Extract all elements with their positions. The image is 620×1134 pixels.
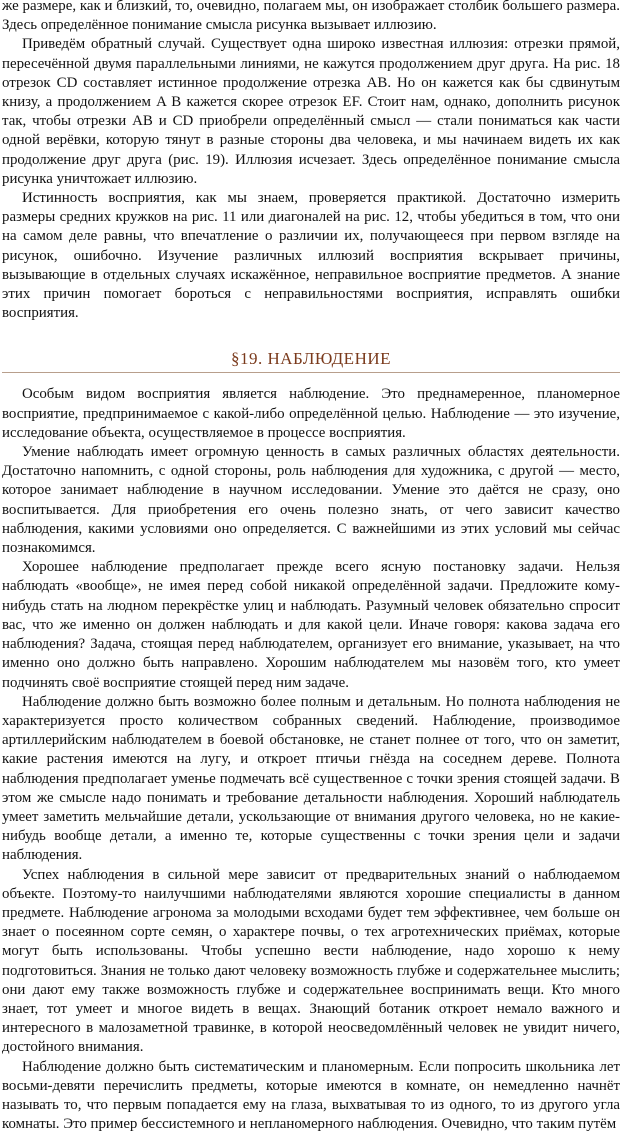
paragraph: Наблюдение должно быть систематическим и планомерным. Если попросить школьника лет восьми-девяти перечислить предметы, которые имеются в комнате, он немедленно начнёт называть то, что первым попадается ему на глаза, выхватывая то из одного, то из другого угла комнаты. Это пример бессистемного и непланомерного наблюдения. Очевидно, что таким путём [2,1058,620,1133]
paragraph: Наблюдение должно быть возможно более полным и детальным. Но полнота наблюдения не характеризуется просто количеством собранных сведений. Наблюдение, производимое артиллерийским наблюдателем в боевой обстановке, не станет полнее от того, что он заметит, какие растения имеются на лугу, и откроет птичьи гнёзда на соседнем дереве. Полнота наблюдения предполагает уменье подмечать всё существенное с точки зрения стоящей задачи. В этом же смысле надо понимать и требование детальности наблюдения. Хороший наблюдатель умеет заметить мельчайшие детали, ускользающие от внимания другого человека, но не какие-нибудь вообще детали, а именно те, которые существенны с точки зрения цели и задачи наблюдения. [2,693,620,864]
text-block-after [2,385,620,1134]
paragraph: Хорошее наблюдение предполагает прежде всего ясную постановку задачи. Нельзя наблюдать «вообще», не имея перед собой никакой определённой задачи. Предложите кому-нибудь стать на людном перекрёстке улиц и наблюдать. Разумный человек обязательно спросит вас, что же именно он должен наблюдать и для какой цели. Иначе говоря: какова задача его наблюдения? Задача, стоящая перед наблюдателем, организует его внимание, указывает, на что именно оно должно быть направлено. Хорошим наблюдателем мы назовём того, кто умеет подчинять своё восприятие стоящей перед ним задаче. [2,559,620,691]
paragraph: Умение наблюдать имеет огромную ценность в самых различных областях деятельности. Достаточно напомнить, с одной стороны, роль наблюдения для художника, с другой — место, которое занимает наблюдение в научном исследовании. Умение это даётся не сразу, оно воспитывается. Для приобретения его очень полезно знать, от чего зависит качество наблюдения, какими условиями оно определяется. С важнейшими из этих условий мы сейчас познакомимся. [2,444,620,557]
paragraph: Особым видом восприятия является наблюдение. Это преднамеренное, планомерное восприятие, предпринимаемое с какой-либо определённой целью. Наблюдение — это изучение, исследование объекта, осуществляемое в процессе восприятия. [2,386,620,441]
paragraph: Успех наблюдения в сильной мере зависит от предварительных знаний о наблюдаемом объекте. Поэтому-то наилучшими наблюдателями являются хорошие специалисты в данном предмете. Наблюдение агронома за молодыми всходами будет тем эффективнее, чем больше он знает о посеянном сорте семян, о характере почвы, о тех агротехнических приёмах, которые могут быть использованы. Чтобы успешно вести наблюдение, надо хорошо к нему подготовиться. Знания не только дают человеку возможность глубже и содержательнее мыслить; они дают ему также возможность глубже и содержательнее воспринимать вещи. Кто много знает, тот умеет и многое видеть в вещах. Знающий ботаник откроет немало важного и интересного в малозаметной травинке, в которой неосведомлённый человек не увидит ничего, достойного внимания. [2,866,620,1056]
section-heading: §19. НАБЛЮДЕНИЕ [230,349,392,369]
heading-divider [2,372,620,373]
paragraph: Приведём обратный случай. Существует одна широко известная иллюзия: отрезки прямой, пересечённой двумя параллельными линиями, не кажутся продолжением друг друга. На рис. 18 отрезок CD составляет истинное продолжение отрезка AB. Но он кажется как бы сдвинутым книзу, а продолжением A B кажется скорее отрезок EF. Стоит нам, однако, дополнить рисунок так, чтобы отрезки AB и CD приобрели определённый смысл — стали пониматься как части одной верёвки, которую тянут в разные стороны два человека, и мы начинаем видеть их как продолжение друг друга (рис. 19). Иллюзия исчезает. Здесь определённое понимание смысла рисунка уничтожает иллюзию. [2,36,620,187]
paragraph: же размере, как и близкий, то, очевидно, полагаем мы, он изображает столбик большего размера. Здесь определённое понимание смысла рисунка вызывает иллюзию. [2,0,620,34]
text-block-before [2,0,620,323]
paragraph: Истинность восприятия, как мы знаем, проверяется практикой. Достаточно измерить размеры средних кружков на рис. 11 или диагоналей на рис. 12, чтобы убедиться в том, что они на самом деле равны, что впечатление о различии их, получающееся при первом взгляде на рисунок, ошибочно. Изучение различных иллюзий восприятия вскрывает причины, вызывающие в отдельных случаях искажённое, неправильное восприятие предметов. А знание этих причин помогает бороться с неправильностями восприятия, исправлять ошибки восприятия. [2,190,620,322]
